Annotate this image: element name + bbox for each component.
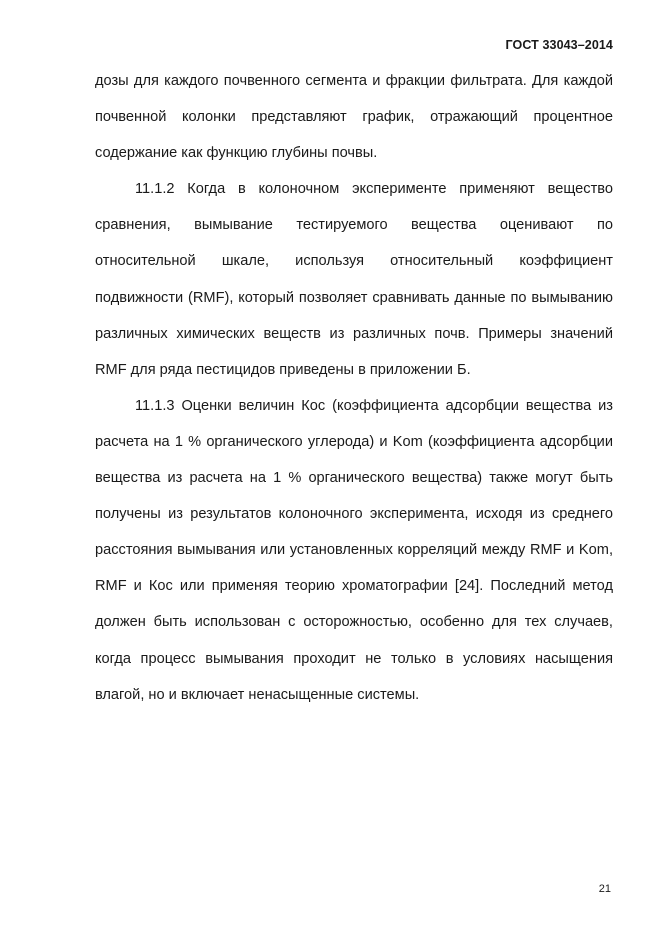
page-number: 21	[598, 883, 611, 895]
standard-code-header: ГОСТ 33043–2014	[505, 38, 613, 52]
paragraph-continuation: дозы для каждого почвенного сегмента и фракции фильтрата. Для каждой почвенной колонки представляют график, отражающий процентное содержание как функцию глубины почвы.	[95, 73, 613, 162]
document-body	[95, 63, 613, 713]
paragraph-11-1-3: 11.1.3 Оценки величин Кос (коэффициента адсорбции вещества из расчета на 1 % органического углерода) и Kom (коэффициента адсорбции вещества из расчета на 1 % органического вещества) также могут быть получены из результатов колоночного эксперимента, исходя из среднего расстояния вымывания или установленных корреляций между RMF и Kom, RMF и Кос или применяя теорию хроматографии [24]. Последний метод должен быть использован с осторожностью, особенно для тех случаев, когда процесс вымывания проходит не только в условиях насыщения влагой, но и включает ненасыщенные системы.	[95, 397, 613, 703]
paragraph-11-1-2: 11.1.2 Когда в колоночном эксперименте применяют вещество сравнения, вымывание тестируемого вещества оценивают по относительной шкале, используя относительный коэффициент подвижности (RMF), который позволяет сравнивать данные по вымыванию различных химических веществ из различных почв. Примеры значений RMF для ряда пестицидов приведены в приложении Б.	[95, 181, 613, 378]
